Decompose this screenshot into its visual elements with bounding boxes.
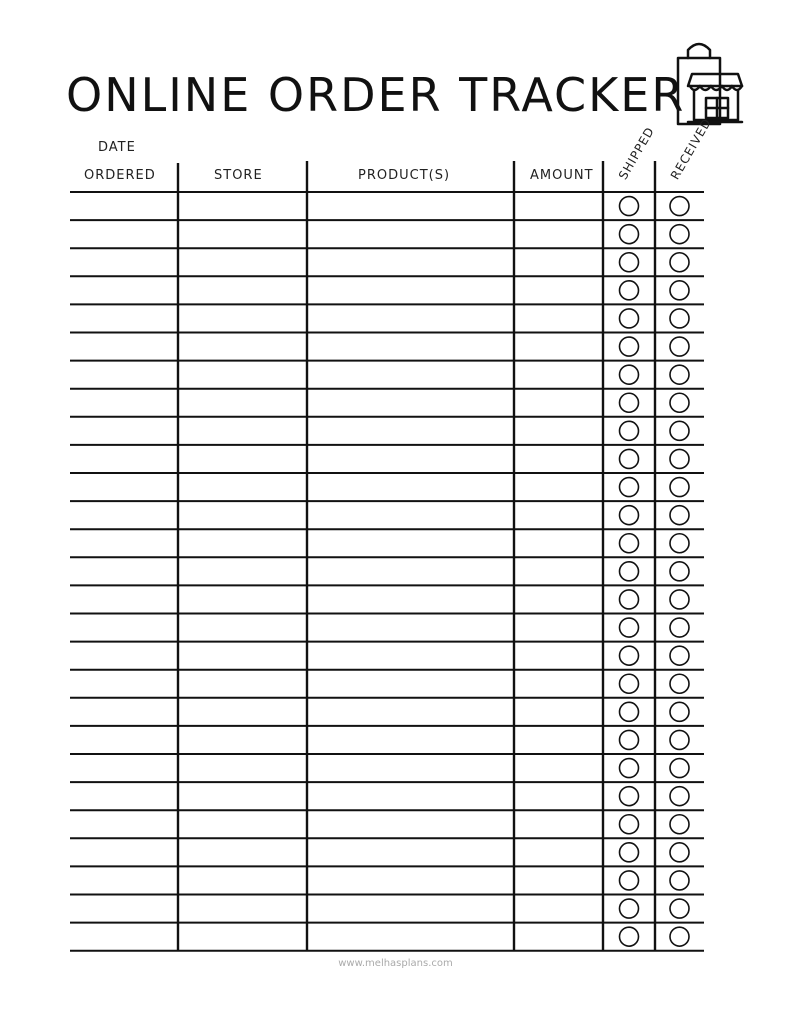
received-checkbox-circle bbox=[670, 421, 689, 440]
received-checkbox-circle bbox=[670, 393, 689, 412]
received-checkbox-circle bbox=[670, 730, 689, 749]
column-header-received: RECEIVED bbox=[667, 115, 715, 182]
shipped-checkbox-circle bbox=[620, 730, 639, 749]
column-header-amount: AMOUNT bbox=[530, 168, 594, 183]
received-checkbox-circle bbox=[670, 702, 689, 721]
received-checkbox-circle bbox=[670, 281, 689, 300]
shipped-checkbox-circle bbox=[620, 421, 639, 440]
shipped-checkbox-circle bbox=[620, 562, 639, 581]
received-checkbox-circle bbox=[670, 871, 689, 890]
received-checkbox-circle bbox=[670, 506, 689, 525]
shipped-checkbox-circle bbox=[620, 646, 639, 665]
column-header-shipped: SHIPPED bbox=[615, 124, 658, 182]
received-checkbox-circle bbox=[670, 618, 689, 637]
footer-url: www.melhasplans.com bbox=[338, 958, 453, 969]
received-checkbox-circle bbox=[670, 449, 689, 468]
shipped-checkbox-circle bbox=[620, 449, 639, 468]
received-checkbox-circle bbox=[670, 590, 689, 609]
shipped-checkbox-circle bbox=[620, 618, 639, 637]
shipped-checkbox-circle bbox=[620, 927, 639, 946]
received-checkbox-circle bbox=[670, 534, 689, 553]
shipped-checkbox-circle bbox=[620, 337, 639, 356]
shipped-checkbox-circle bbox=[620, 365, 639, 384]
shipped-checkbox-circle bbox=[620, 815, 639, 834]
received-checkbox-circle bbox=[670, 843, 689, 862]
shipped-checkbox-circle bbox=[620, 309, 639, 328]
shipped-checkbox-circle bbox=[620, 253, 639, 272]
shipped-checkbox-circle bbox=[620, 281, 639, 300]
received-checkbox-circle bbox=[670, 309, 689, 328]
received-checkbox-circle bbox=[670, 225, 689, 244]
shipped-checkbox-circle bbox=[620, 225, 639, 244]
received-checkbox-circle bbox=[670, 674, 689, 693]
shipped-checkbox-circle bbox=[620, 197, 639, 216]
shipped-checkbox-circle bbox=[620, 674, 639, 693]
received-checkbox-circle bbox=[670, 646, 689, 665]
received-checkbox-circle bbox=[670, 562, 689, 581]
received-checkbox-circle bbox=[670, 899, 689, 918]
column-header-products: PRODUCT(S) bbox=[358, 168, 451, 183]
shipped-checkbox-circle bbox=[620, 759, 639, 778]
shipped-checkbox-circle bbox=[620, 843, 639, 862]
received-checkbox-circle bbox=[670, 253, 689, 272]
received-checkbox-circle bbox=[670, 478, 689, 497]
column-header-date-bottom: ORDERED bbox=[84, 168, 156, 183]
column-header-date-top: DATE bbox=[98, 140, 136, 155]
shipped-checkbox-circle bbox=[620, 899, 639, 918]
shipped-checkbox-circle bbox=[620, 871, 639, 890]
received-checkbox-circle bbox=[670, 365, 689, 384]
shipped-checkbox-circle bbox=[620, 787, 639, 806]
received-checkbox-circle bbox=[670, 787, 689, 806]
shipped-checkbox-circle bbox=[620, 478, 639, 497]
column-header-store: STORE bbox=[214, 168, 263, 183]
shipped-checkbox-circle bbox=[620, 702, 639, 721]
received-checkbox-circle bbox=[670, 815, 689, 834]
received-checkbox-circle bbox=[670, 337, 689, 356]
shipped-checkbox-circle bbox=[620, 506, 639, 525]
received-checkbox-circle bbox=[670, 759, 689, 778]
shipped-checkbox-circle bbox=[620, 534, 639, 553]
page-title: ONLINE ORDER TRACKER bbox=[66, 68, 686, 122]
shipped-checkbox-circle bbox=[620, 590, 639, 609]
received-checkbox-circle bbox=[670, 197, 689, 216]
received-checkbox-circle bbox=[670, 927, 689, 946]
shipped-checkbox-circle bbox=[620, 393, 639, 412]
